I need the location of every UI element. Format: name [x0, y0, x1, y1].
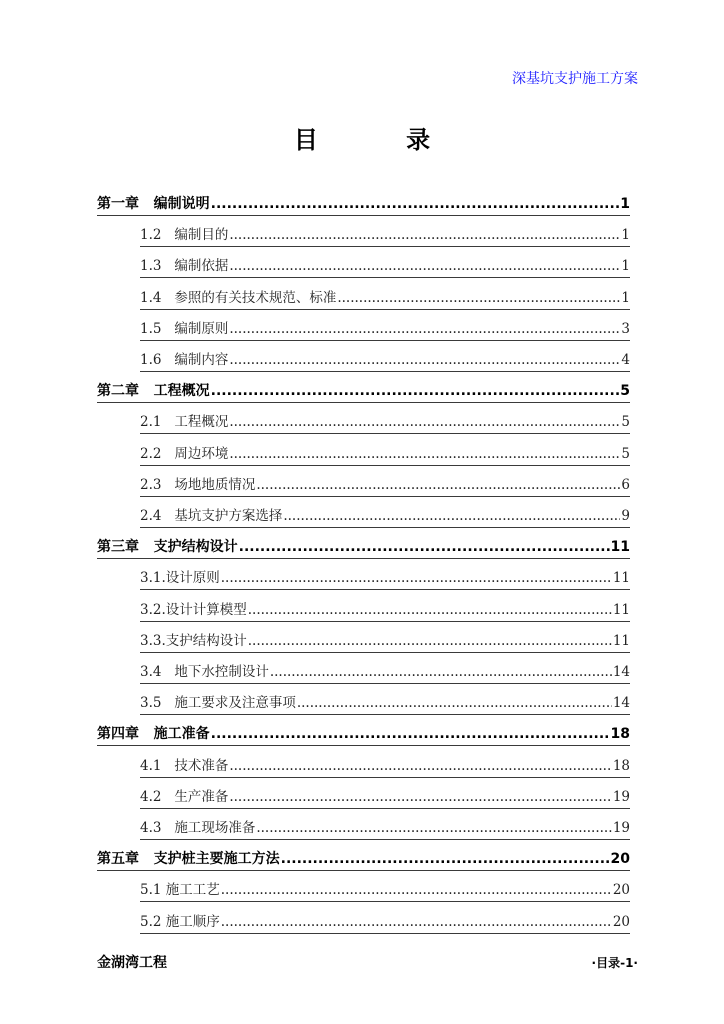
- toc-section-entry[interactable]: [140, 350, 630, 372]
- toc-entry-page: 4: [621, 352, 630, 368]
- toc-entry-label: 3.2.设计计算模型: [140, 601, 247, 618]
- toc-section-entry[interactable]: [140, 818, 630, 840]
- toc-dot-leader: [221, 912, 612, 932]
- toc-entry-label: 5.1 施工工艺: [140, 882, 220, 899]
- toc-section-entry[interactable]: [140, 256, 630, 278]
- toc-section-entry[interactable]: [140, 568, 630, 590]
- toc-dot-leader: [229, 350, 620, 370]
- toc-entry-label: 3.4 地下水控制设计: [140, 664, 269, 680]
- toc-dot-leader: [229, 756, 611, 776]
- toc-entry-label: 3.1.设计原则: [140, 570, 220, 587]
- toc-dot-leader: [337, 288, 620, 308]
- toc-entry-label: 第五章 支护桩主要施工方法: [97, 851, 280, 868]
- toc-entry-label: 1.2 编制目的: [140, 227, 229, 244]
- toc-entry-page: 20: [612, 913, 630, 930]
- toc-entry-label: 1.6 编制内容: [140, 352, 229, 368]
- toc-dot-leader: [211, 724, 610, 744]
- toc-dot-leader: [283, 506, 620, 526]
- page-title: 目 录: [293, 126, 471, 154]
- toc-entry-label: 3.5 施工要求及注意事项: [140, 695, 296, 712]
- toc-dot-leader: [256, 475, 620, 495]
- toc-entry-page: 20: [612, 882, 630, 899]
- toc-section-entry[interactable]: [140, 288, 630, 310]
- toc-entry-label: 4.3 施工现场准备: [140, 820, 256, 836]
- toc-dot-leader: [270, 662, 612, 682]
- toc-entry-label: 2.1 工程概况: [140, 414, 229, 431]
- toc-dot-leader: [239, 537, 610, 557]
- toc-entry-page: 11: [612, 570, 630, 587]
- toc-dot-leader: [229, 444, 620, 464]
- toc-entry-page: 5: [621, 445, 630, 462]
- header-title: 深基坑支护施工方案: [512, 71, 638, 87]
- toc-entry-page: 6: [621, 476, 630, 493]
- toc-section-entry[interactable]: [140, 444, 630, 466]
- toc-dot-leader: [229, 412, 620, 432]
- toc-dot-leader: [248, 631, 612, 651]
- toc-entry-label: 第一章 编制说明: [97, 196, 210, 212]
- toc-entry-label: 3.3.支护结构设计: [140, 632, 247, 649]
- toc-chapter-entry[interactable]: [97, 849, 630, 871]
- toc-section-entry[interactable]: [140, 756, 630, 778]
- toc-entry-page: 5: [620, 383, 630, 400]
- toc-section-entry[interactable]: [140, 319, 630, 341]
- toc-dot-leader: [229, 319, 620, 339]
- toc-entry-label: 2.3 场地地质情况: [140, 476, 256, 493]
- toc-entry-label: 5.2 施工顺序: [140, 913, 220, 930]
- toc-entry-page: 19: [612, 820, 630, 836]
- toc-entry-label: 2.4 基坑支护方案选择: [140, 508, 283, 524]
- toc-dot-leader: [297, 693, 612, 713]
- toc-entry-page: 11: [612, 632, 630, 649]
- toc-chapter-entry[interactable]: [97, 724, 630, 746]
- toc-entry-label: 第四章 施工准备: [97, 726, 210, 743]
- toc-dot-leader: [221, 568, 612, 588]
- toc-entry-label: 第二章 工程概况: [97, 383, 210, 400]
- toc-entry-page: 18: [610, 726, 630, 743]
- toc-entry-page: 14: [612, 664, 630, 680]
- toc-entry-label: 1.5 编制原则: [140, 320, 229, 337]
- toc-dot-leader: [211, 194, 620, 214]
- toc-entry-page: 9: [621, 508, 630, 524]
- toc-section-entry[interactable]: [140, 225, 630, 247]
- toc-dot-leader: [256, 818, 611, 838]
- toc-entry-page: 14: [612, 695, 630, 712]
- toc-entry-page: 11: [610, 539, 630, 556]
- footer-page-number: ·目录-1·: [591, 956, 638, 970]
- toc-dot-leader: [248, 600, 612, 620]
- toc-dot-leader: [211, 381, 620, 401]
- toc-section-entry[interactable]: [140, 631, 630, 653]
- toc-entry-page: 3: [621, 320, 630, 337]
- toc-chapter-entry[interactable]: [97, 194, 630, 216]
- toc-dot-leader: [281, 849, 610, 869]
- toc-entry-page: 18: [612, 757, 630, 774]
- toc-section-entry[interactable]: [140, 693, 630, 715]
- toc-section-entry[interactable]: [140, 412, 630, 434]
- toc-section-entry[interactable]: [140, 787, 630, 809]
- toc-dot-leader: [229, 225, 620, 245]
- toc-entry-label: 1.4 参照的有关技术规范、标准: [140, 289, 337, 306]
- toc-dot-leader: [229, 787, 611, 807]
- toc-entry-page: 1: [621, 289, 630, 306]
- toc-entry-label: 4.2 生产准备: [140, 788, 229, 805]
- toc-section-entry[interactable]: [140, 600, 630, 622]
- toc-entry-page: 19: [612, 788, 630, 805]
- toc-chapter-entry[interactable]: [97, 381, 630, 403]
- toc-section-entry[interactable]: [140, 475, 630, 497]
- toc-entry-label: 第三章 支护结构设计: [97, 539, 238, 556]
- toc-entry-label: 4.1 技术准备: [140, 757, 229, 774]
- toc-entry-page: 5: [621, 414, 630, 431]
- toc-section-entry[interactable]: [140, 912, 630, 934]
- toc-entry-page: 20: [610, 851, 630, 868]
- toc-entry-label: 1.3 编制依据: [140, 258, 229, 275]
- toc-section-entry[interactable]: [140, 662, 630, 684]
- toc-section-entry[interactable]: [140, 506, 630, 528]
- toc-entry-page: 1: [621, 227, 630, 244]
- toc-entry-page: 1: [621, 258, 630, 275]
- footer-project-name: 金湖湾工程: [97, 955, 167, 971]
- toc-dot-leader: [221, 880, 612, 900]
- toc-dot-leader: [229, 256, 620, 276]
- toc-entry-label: 2.2 周边环境: [140, 445, 229, 462]
- toc-entry-page: 11: [612, 601, 630, 618]
- toc-entry-page: 1: [620, 196, 630, 212]
- toc-chapter-entry[interactable]: [97, 537, 630, 559]
- toc-section-entry[interactable]: [140, 880, 630, 902]
